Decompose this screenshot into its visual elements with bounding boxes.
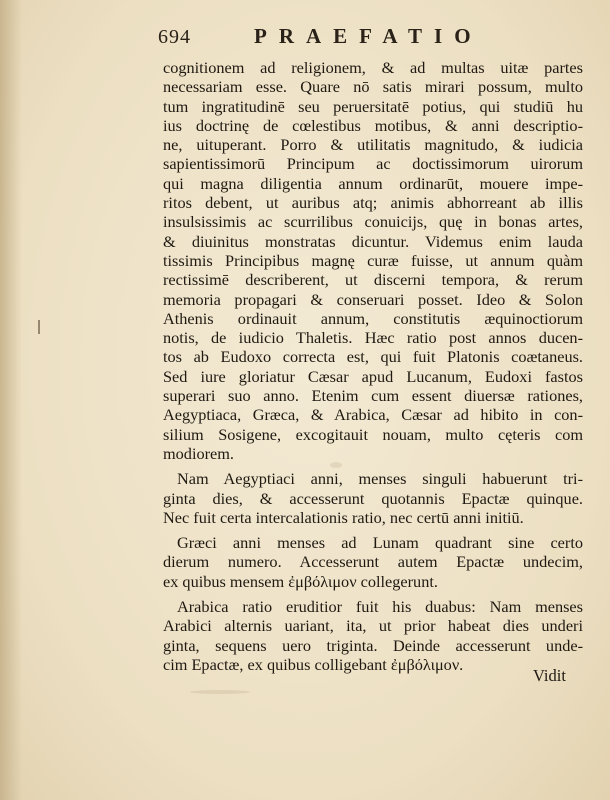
text-line: necessariam esse. Quare nō satis mirari possum, multo xyxy=(163,77,583,97)
text-line: ritos debent, ut auribus atq; animis abhorreant ab illis xyxy=(163,193,583,213)
text-line: Aegyptiaca, Græca, & Arabica, Cæsar ad hibito in con- xyxy=(163,405,583,425)
paragraph xyxy=(163,533,583,591)
page-header xyxy=(158,18,538,52)
text-line: ne, uituperant. Porro & utilitatis magnitudo, & iudicia xyxy=(163,135,583,155)
margin-mark xyxy=(38,320,40,334)
text-line: Arabica ratio eruditior fuit his duabus: Nam menses xyxy=(177,597,583,617)
text-line: cognitionem ad religionem, & ad multas uitæ partes xyxy=(163,58,583,77)
text-line: Nec fuit certa intercalationis ratio, nec certū anni initiū. xyxy=(163,507,524,527)
text-line: modiorem. xyxy=(163,443,234,463)
text-line: memoria propagari & conseruari posset. Ideo & Solon xyxy=(163,289,583,309)
text-line: Sed iure gloriatur Cæsar apud Lucanum, Eudoxi fastos xyxy=(163,366,583,386)
text-line: insulsissimis ac scurrilibus conuicijs, quę in bonas artes, xyxy=(163,212,583,232)
text-line: ginta, sequens uero triginta. Deinde accesserunt unde- xyxy=(163,635,583,655)
running-head: PRAEFATIO xyxy=(254,24,483,48)
text-line: ginta dies, & accesserunt quotannis Epactæ quinque. xyxy=(163,488,583,508)
page-gutter-shadow xyxy=(0,0,22,800)
text-line: dierum numero. Accesserunt autem Epactæ undecim, xyxy=(163,552,583,572)
text-line: tum ingratitudinē seu peruersitatē potius, qui studiū hu xyxy=(163,96,583,116)
text-line: tissimis Principibus magnę curæ fuisse, ut annum quàm xyxy=(163,250,583,270)
text-line: cim Epactæ, ex quibus colligebant ἐμβόλιμον. xyxy=(163,654,464,674)
text-line: rectissimē describerent, ut discerni tempora, & rerum xyxy=(163,270,583,290)
text-line: Athenis ordinauit annum, constitutis æquinoctiorum xyxy=(163,308,583,328)
text-line: superari suo anno. Etenim cum essent diuersæ rationes, xyxy=(163,386,583,406)
text-line: Græci anni menses ad Lunam quadrant sine certo xyxy=(177,533,583,553)
text-line: tos ab Eudoxo correcta est, qui fuit Platonis coætaneus. xyxy=(163,347,583,367)
text-line: & diuinitus monstratas dicuntur. Videmus enim lauda xyxy=(163,231,583,251)
paragraph xyxy=(163,58,583,463)
body-text xyxy=(163,58,583,674)
page-number: 694 xyxy=(158,26,191,48)
text-line: Nam Aegyptiaci anni, menses singuli habuerunt tri- xyxy=(177,469,583,489)
text-line: notis, de iudicio Thaletis. Hæc ratio post annos ducen- xyxy=(163,328,583,348)
ink-smudge xyxy=(190,690,250,694)
catchword: Vidit xyxy=(533,666,566,685)
text-line: sapientissimorū Principum ac doctissimorum uirorum xyxy=(163,154,583,174)
text-line: ex quibus mensem ἐμβόλιμον collegerunt. xyxy=(163,571,438,591)
paragraph xyxy=(163,469,583,527)
paragraph xyxy=(163,597,583,674)
text-line: silium Sosigene, excogitauit nouam, multo cęteris com xyxy=(163,424,583,444)
text-line: qui magna diligentia annum ordinarūt, mouere impe- xyxy=(163,173,583,193)
text-line: Arabici alternis uariant, ita, ut prior habeat dies underi xyxy=(163,616,583,636)
text-line: ius doctrinę de cœlestibus motibus, & anni descriptio- xyxy=(163,115,583,135)
